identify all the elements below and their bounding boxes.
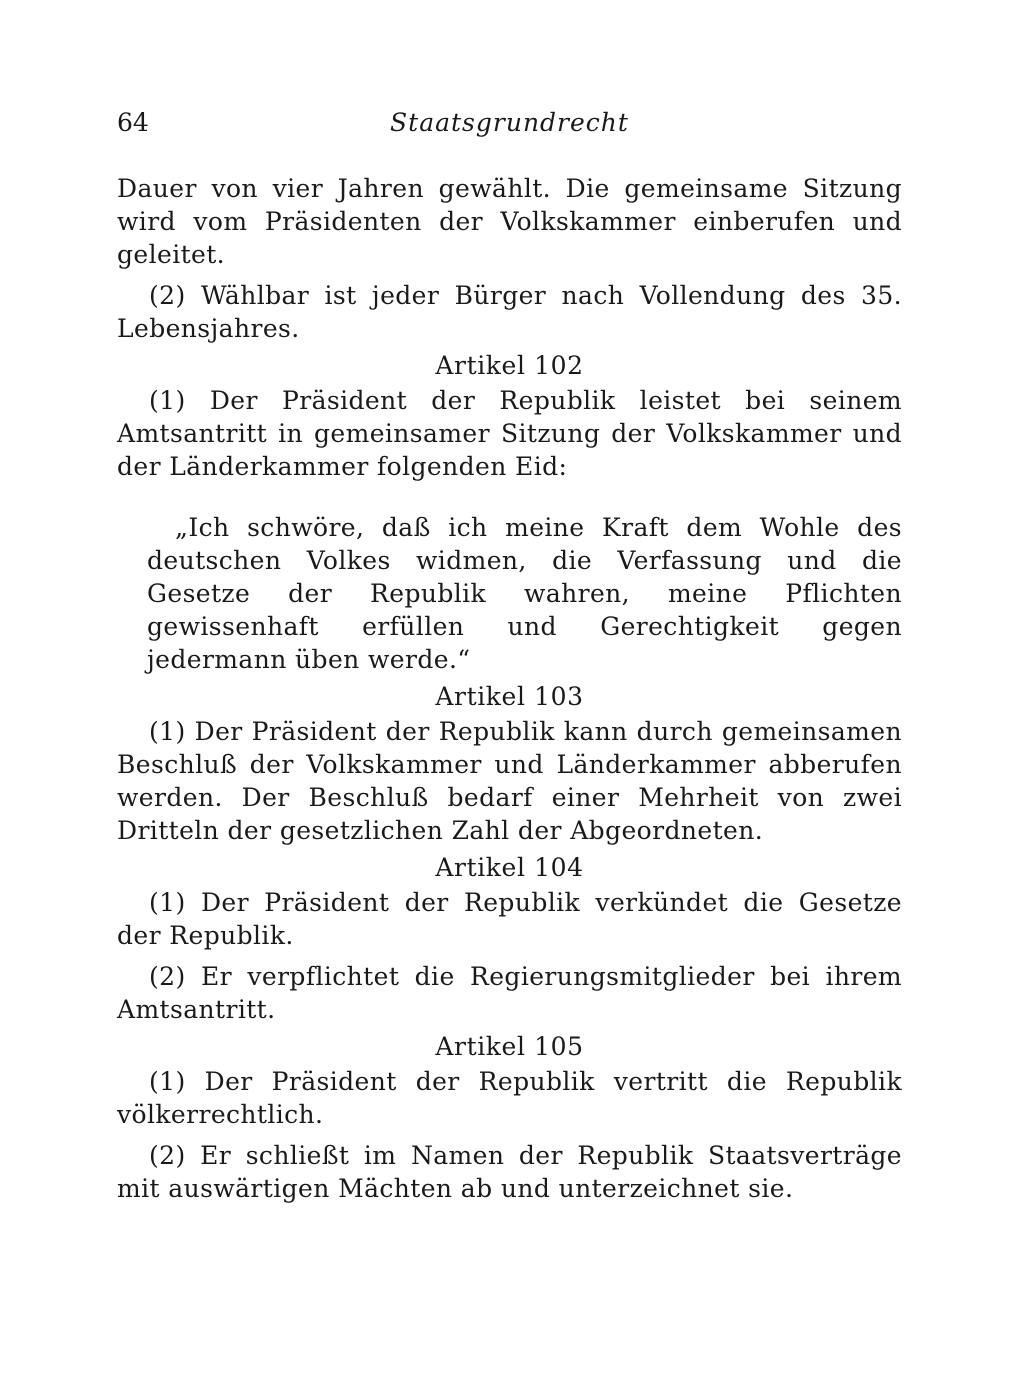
article-heading-104: Artikel 104 xyxy=(435,853,584,882)
paragraph-103-1: (1) Der Präsident der Republik kann durch gemeinsamen Beschluß der Volkskammer und Länderkammer abberufen werden. Der Beschluß bedarf einer Mehrheit von zwei Dritteln der gesetzlichen Zahl der Abgeordneten. xyxy=(117,717,902,845)
oath-quote: „Ich schwöre, daß ich meine Kraft dem Wohle des deutschen Volkes widmen, die Verfassung und die Gesetze der Republik wahren, meine Pflichten gewissenhaft erfüllen und Gerechtigkeit gegen jedermann üben werde.“ xyxy=(147,513,902,674)
paragraph-102-1: (1) Der Präsident der Republik leistet bei seinem Amtsantritt in gemeinsamer Sitzung der Volkskammer und der Länderkammer folgenden Eid: xyxy=(117,386,902,481)
running-title: Staatsgrundrecht xyxy=(390,108,629,137)
page-body xyxy=(117,172,902,1205)
article-heading-102: Artikel 102 xyxy=(435,351,584,380)
paragraph-104-2: (2) Er verpflichtet die Regierungsmitglieder bei ihrem Amtsantritt. xyxy=(117,962,902,1024)
paragraph-101-2: (2) Wählbar ist jeder Bürger nach Vollendung des 35. Lebensjahres. xyxy=(117,281,902,343)
article-heading-103: Artikel 103 xyxy=(435,682,584,711)
article-heading-105: Artikel 105 xyxy=(435,1032,584,1061)
paragraph-105-2: (2) Er schließt im Namen der Republik Staatsverträge mit auswärtigen Mächten ab und unterzeichnet sie. xyxy=(117,1141,902,1203)
paragraph-104-1: (1) Der Präsident der Republik verkündet die Gesetze der Republik. xyxy=(117,888,902,950)
paragraph-continued: Dauer von vier Jahren gewählt. Die gemeinsame Sitzung wird vom Präsidenten der Volkskammer einberufen und geleitet. xyxy=(117,174,902,269)
paragraph-105-1: (1) Der Präsident der Republik vertritt die Republik völkerrechtlich. xyxy=(117,1067,902,1129)
page-number: 64 xyxy=(117,108,149,137)
page-header xyxy=(117,108,902,148)
